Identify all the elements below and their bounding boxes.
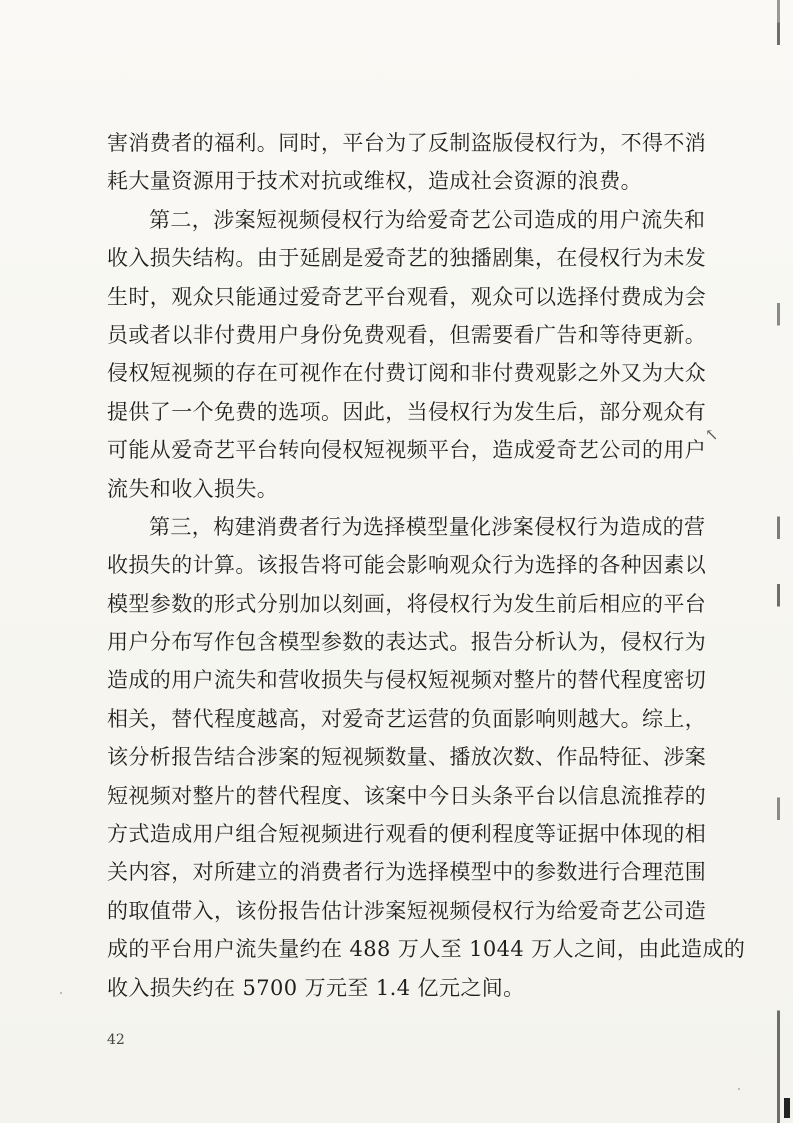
scan-speck	[738, 1088, 740, 1090]
paragraph-line: 用户分布写作包含模型参数的表达式。报告分析认为，侵权行为	[107, 630, 707, 655]
paragraph-line: 流失和收入损失。	[107, 476, 279, 501]
paragraph-line: 第三，构建消费者行为选择模型量化涉案侵权行为造成的营	[149, 514, 706, 539]
paragraph-line: 提供了一个免费的选项。因此，当侵权行为发生后，部分观众有	[107, 399, 707, 424]
paragraph-line: 可能从爱奇艺平台转向侵权短视频平台，造成爱奇艺公司的用户	[107, 438, 707, 463]
paragraph-line: 成的平台用户流失量约在 488 万人至 1044 万人之间，由此造成的	[107, 937, 746, 962]
paragraph-line: 耗大量资源用于技术对抗或维权，造成社会资源的浪费。	[107, 169, 642, 194]
paragraph-line: 害消费者的福利。同时，平台为了反制盗版侵权行为，不得不消	[107, 131, 707, 155]
paragraph-line: 的取值带入，该份报告估计涉案短视频侵权行为给爱奇艺公司造	[107, 898, 707, 923]
paragraph-line: 收损失的计算。该报告将可能会影响观众行为选择的各种因素以	[107, 553, 707, 578]
paragraph	[107, 201, 707, 508]
paragraph-line: 该分析报告结合涉案的短视频数量、播放次数、作品特征、涉案	[107, 745, 707, 770]
scan-corner-mark	[784, 1098, 790, 1118]
paragraph-line: 生时，观众只能通过爱奇艺平台观看，观众可以选择付费成为会	[107, 284, 707, 309]
document-body	[107, 124, 746, 1007]
paragraph-line: 收入损失约在 5700 万元至 1.4 亿元之间。	[107, 975, 525, 1000]
paragraph-line: 模型参数的形式分别加以刻画，将侵权行为发生前后相应的平台	[107, 591, 707, 616]
paragraph-line: 员或者以非付费用户身份免费观看，但需要看广告和等待更新。	[107, 322, 707, 347]
paragraph-line: 关内容，对所建立的消费者行为选择模型中的参数进行合理范围	[107, 860, 707, 885]
paragraph-line: 造成的用户流失和营收损失与侵权短视频对整片的替代程度密切	[107, 668, 707, 693]
page-number: 42	[107, 1032, 125, 1048]
scan-edge-shadow	[777, 0, 780, 1123]
paragraph-line: 侵权短视频的存在可视作在付费订阅和非付费观影之外又为大众	[107, 361, 707, 386]
paragraph-line: 短视频对整片的替代程度、该案中今日头条平台以信息流推荐的	[107, 783, 707, 808]
scan-speck	[60, 992, 62, 994]
paragraph-line: 收入损失结构。由于延剧是爱奇艺的独播剧集，在侵权行为未发	[107, 246, 707, 271]
margin-annotation-mark: ↖	[705, 425, 719, 444]
paragraph	[107, 508, 746, 1007]
paragraph-line: 第二，涉案短视频侵权行为给爱奇艺公司造成的用户流失和	[149, 207, 706, 232]
paragraph-line: 方式造成用户组合短视频进行观看的便利程度等证据中体现的相	[107, 822, 707, 847]
paragraph	[107, 124, 707, 201]
paragraph-line: 相关，替代程度越高，对爱奇艺运营的负面影响则越大。综上，	[107, 706, 707, 731]
